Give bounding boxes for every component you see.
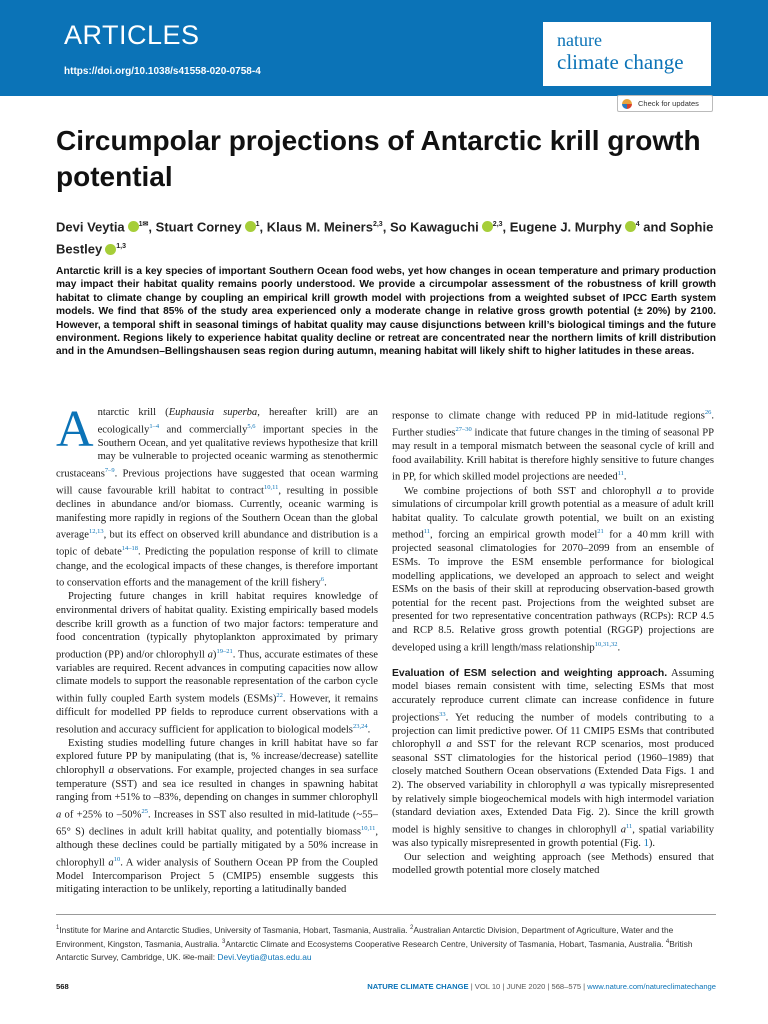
author-affiliation: 4 <box>635 221 640 228</box>
journal-logo-line2: climate change <box>557 50 684 74</box>
author-name[interactable]: Eugene J. Murphy <box>509 219 622 235</box>
author-name[interactable]: Devi Veytia <box>56 219 125 235</box>
section-label: ARTICLES <box>64 20 200 50</box>
citation-link[interactable]: 5,6 <box>247 422 256 430</box>
author-affiliation: 1✉ <box>138 221 149 228</box>
author-separator: , <box>259 219 267 235</box>
citation-link[interactable]: 27–30 <box>455 426 472 434</box>
doi-link[interactable]: https://doi.org/10.1038/s41558-020-0758-4 <box>64 66 261 77</box>
orcid-icon[interactable] <box>245 221 256 232</box>
journal-url-link[interactable]: www.nature.com/natureclimatechange <box>587 982 716 991</box>
page-number: 568 <box>56 982 69 991</box>
author-affiliation: 2,3 <box>492 221 503 228</box>
citation-link[interactable]: 10,11 <box>263 484 279 492</box>
citation-link[interactable]: 19–21 <box>216 647 233 655</box>
check-updates-icon <box>622 99 632 109</box>
paragraph: Our selection and weighting approach (see Methods) ensured that modelled growth potential more closely matched <box>392 851 714 877</box>
orcid-icon[interactable] <box>105 244 116 255</box>
journal-logo-line1: nature <box>557 30 602 50</box>
orcid-icon[interactable] <box>128 221 139 232</box>
check-updates-label: Check for updates <box>638 99 699 108</box>
author-affiliation: 1,3 <box>116 243 126 251</box>
author-separator: , <box>502 219 510 235</box>
check-updates-button[interactable] <box>617 95 713 112</box>
orcid-icon[interactable] <box>625 221 636 232</box>
header-band <box>0 0 768 96</box>
figure-link[interactable]: 1 <box>643 837 649 849</box>
paragraph: We combine projections of both SST and chlorophyll a to provide simulations of circumpolar krill growth potential as a measure of adult krill habitat quality. To calculate growth potential, we built on an existing method$^{11}$, forcing an empirical growth model$^{21}$ for a 40 mm krill with projected seasonal climatologies for 2070–2099 from an ensemble of ESMs. To improve the ESM ensemble performance for biological modelling applications, we developed an approach to select and weight ESMs on the basis of their skill at reproducing observation-based growth potential for the recent past. Projections from the weighted subset are presented for two representative concentration pathways (RCPs): RCP 4.5 and RCP 8.5. Relative gross growth potential (RGGP) projections are developed using a krill length/mass relationship$^{10,31,32}$. <box>392 485 714 654</box>
drop-cap: A <box>56 401 94 458</box>
author-affiliation: 2,3 <box>372 221 383 228</box>
page-footer <box>56 980 716 994</box>
email-link[interactable]: Devi.Veytia@utas.edu.au <box>217 951 312 962</box>
footnote-divider <box>56 914 716 915</box>
paragraph: Existing studies modelling future changes in krill habitat have so far explored future PP by manipulating (that is, % increase/decrease) satellite chlorophyll a observations. For example, projected changes in sea surface temperature (SST) and sea ice resulted in changes in spawning habitat ranging from +51% to –83%, depending on changes in summer chlorophyll a of +25% to –50%$^{25}$. Increases in SST also resulted in mid-latitude (~55–65° S) declines in adult krill habitat quality, and potentially biomass$^{10,11}$, although these declines could be partially mitigated by a 50% increase in chlorophyll a$^{10}$. A wider analysis of Southern Ocean PP from the Coupled Model Intercomparison Project 5 (CMIP5) ensemble suggests this mitigating interaction to be unlikely, reporting a latitudinally banded <box>56 737 378 896</box>
citation-link[interactable]: 7–9 <box>104 466 115 474</box>
author-separator: , <box>148 219 156 235</box>
citation-link[interactable]: 11 <box>617 470 624 478</box>
citation-link[interactable]: 1–4 <box>149 422 160 430</box>
orcid-icon[interactable] <box>482 221 493 232</box>
author-affiliation: 1 <box>255 221 260 228</box>
paragraph: Evaluation of ESM selection and weighting approach. Assuming model biases remain consistent with time, selecting ESMs that most accurately reproduce current climate can increase confidence in future projections$^{33}$. Yet reducing the number of models contributing to a projection can limit predictive power. Of 11 CMIP5 ESMs that contributed chlorophyll a and SST for the relevant RCP scenarios, most produced seasonal SST climatologies for the historical period (1960–1989) that closely matched Southern Ocean observations (Extended Data Figs. 1 and 2). The observed variability in chlorophyll a was typically misrepresented by relatively simple biogeochemical models with high intermodel variation (standard deviation axes, Extended Data Fig. 2). Since the krill growth model is highly sensitive to changes in chlorophyll a$^{11}$, spatial variability was also typically misrepresented in growth potential (Fig. 1). <box>392 667 714 849</box>
citation-link[interactable]: 11 <box>423 528 431 536</box>
journal-logo[interactable] <box>543 22 711 86</box>
author-separator: , <box>382 219 390 235</box>
citation-link[interactable]: 23,24 <box>352 722 368 730</box>
article-title: Circumpolar projections of Antarctic krill growth potential <box>56 125 701 192</box>
citation-link[interactable]: 12,13 <box>88 528 104 536</box>
citation-link[interactable]: 10,11 <box>360 824 376 832</box>
author-name[interactable]: Sophie Bestley <box>56 219 714 257</box>
citation-link[interactable]: 6 <box>320 576 325 584</box>
body-column-left <box>56 401 378 897</box>
citation-link[interactable]: 10 <box>113 855 121 863</box>
author-list <box>56 215 716 260</box>
citation-link[interactable]: 21 <box>597 528 604 536</box>
paragraph: Projecting future changes in krill habitat requires knowledge of environmental drivers of habitat quality. Existing empirically based models describe krill growth as a function of two major factors: temperature and food concentration (typically phytoplankton approximated by primary production (PP) and/or chlorophyll a)$^{19-21}$. Thus, accurate estimates of these variables are required. Recent advances in computing capacities now allow climate models to support the reasonable representation of the carbon cycle within fully coupled Earth system models (ESMs)$^{22}$. However, it remains difficult for modelled PP fields to reproduce current observations with a resolution and accuracy sufficient for application to biological models$^{23,24}$. <box>56 591 378 736</box>
citation-link[interactable]: 10,31,32 <box>594 640 618 648</box>
author-name[interactable]: So Kawaguchi <box>389 219 479 235</box>
abstract: Antarctic krill is a key species of important Southern Ocean food webs, yet how changes in ocean temperature and primary production may impact their habitat quality remains poorly understood. We provide a circumpolar assessment of the robustness of krill growth habitat to climate change by coupling an empirical krill growth model with projections from a weighted subset of IPCC Earth system models. We find that 85% of the study area experienced only a moderate change in relative gross growth potential (± 20%) by 2100. However, a temporal shift in seasonal timings of habitat quality may cause disjunctions between krill’s biological timings and the future environment. Regions likely to experience habitat quality decline or retreat are concentrated near the northern limits of krill distribution and in the Amundsen–Bellingshausen seas region during autumn, meaning habitat will likely shift to higher latitudes in these areas. <box>56 266 716 358</box>
body-column-right <box>392 406 714 878</box>
paragraph: response to climate change with reduced PP in mid-latitude regions$^{26}$. Further studies$^{27-30}$ indicate that future changes in the timing of seasonal PP may result in a temporal mismatch between the seasonal cycle of krill and food availability. Krill habitat is therefore highly sensitive to future changes in PP, for which skilled model projections are needed$^{11}$. <box>392 409 715 483</box>
citation-link[interactable]: 26 <box>704 409 712 416</box>
section-heading: Evaluation of ESM selection and weighting approach. <box>392 667 668 679</box>
author-name[interactable]: Stuart Corney <box>155 219 242 235</box>
affiliations-footnote: $^1$Institute for Marine and Antarctic Studies, University of Tasmania, Hobart, Tasmania, Australia. $^2$Australian Antarctic Division, Department of Agriculture, Water and the Environment, Kingston, Tasmania, Australia. $^3$Antarctic Climate and Ecosystems Cooperative Research Centre, University of Tasmania, Hobart, Tasmania, Australia. $^4$British Antarctic Survey, Cambridge, UK. ✉e-mail: Devi.Veytia@utas.edu.au <box>56 924 693 962</box>
citation-link[interactable]: 25 <box>141 807 148 815</box>
footer-journal-info: NATURE CLIMATE CHANGE | VOL 10 | JUNE 2020 | 568–575 | www.nature.com/natureclimatechange <box>367 982 716 991</box>
citation-link[interactable]: 11 <box>626 822 633 830</box>
author-name[interactable]: Klaus M. Meiners <box>266 219 373 235</box>
citation-link[interactable]: 33 <box>439 710 446 718</box>
author-separator: and <box>639 219 670 235</box>
paragraph: Antarctic krill (Euphausia superba, hereafter krill) are an ecologically$^{1-4}$ and commercially$^{5,6}$ important species in the Southern Ocean, and yet qualitative reviews hypothesize that krill may be vulnerable to projected oceanic warming as stenothermic crustaceans$^{7-9}$. Previous projections have suggested that ocean warming will cause favourable krill habitat to contract$^{10,11}$, resulting in possible declines in abundance and/or biomass. Currently, oceanic warming is manifesting more rapidly in regions of the Southern Ocean than the global average$^{12,13}$, but its effect on observed krill abundance and distribution is a topic of debate$^{14-18}$. Predicting the population response of krill to climate change, and the ecological impacts of these changes, is therefore important to conservation efforts and the management of the krill fishery$^6$. <box>56 401 378 589</box>
citation-link[interactable]: 14–18 <box>121 545 139 553</box>
citation-link[interactable]: 22 <box>276 692 283 699</box>
